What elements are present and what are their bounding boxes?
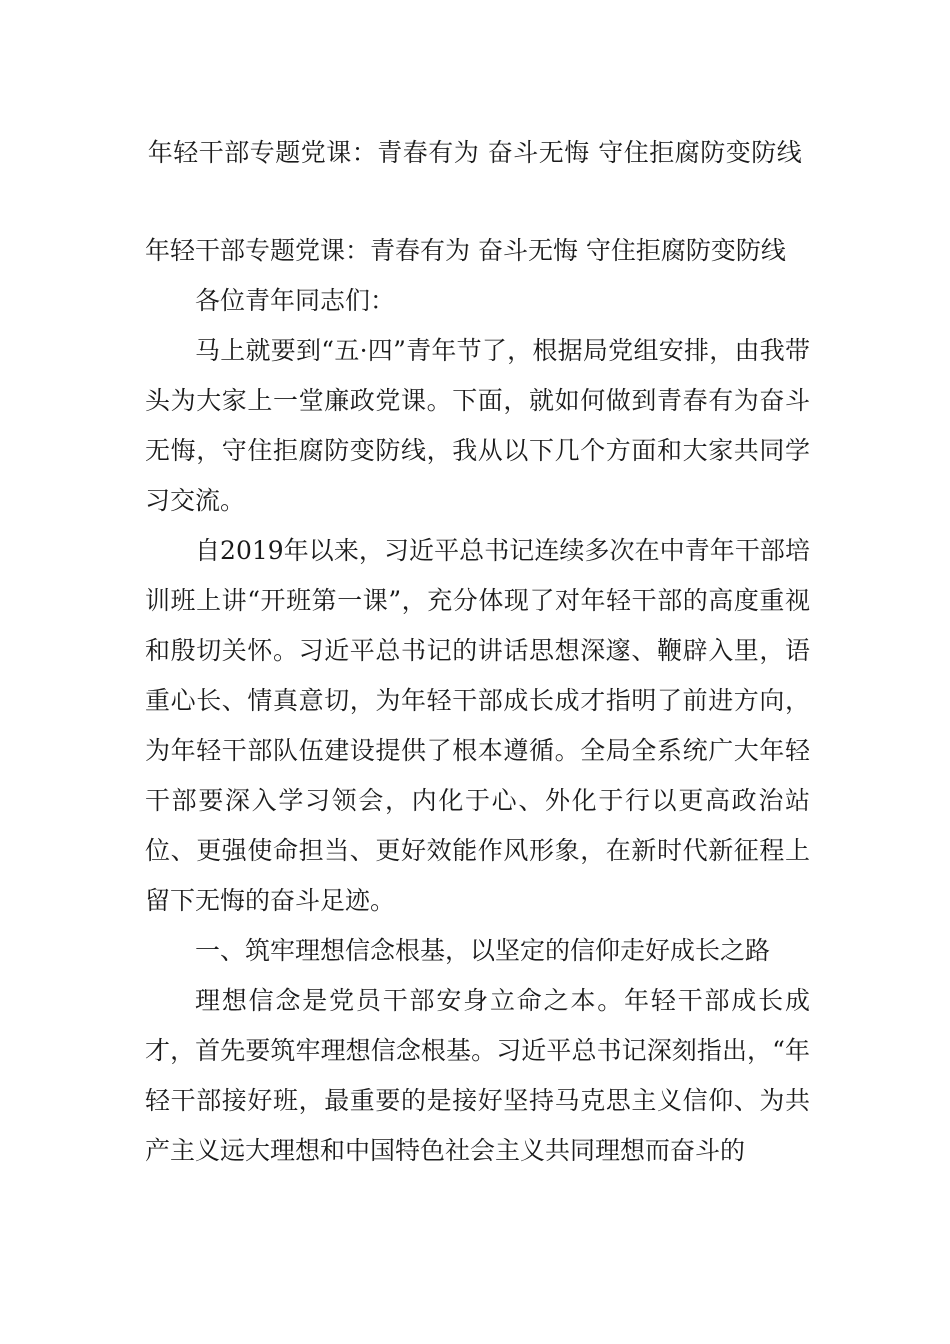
paragraph-section-1: 理想信念是党员干部安身立命之本。年轻干部成长成才，首先要筑牢理想信念根基。习近平总书记深刻指出，“年轻干部接好班，最重要的是接好坚持马克思主义信仰、为共产主义远大理想和中国特色社会主义共同理想而奋斗的 xyxy=(145,986,810,1165)
paragraph-intro: 马上就要到“五·四”青年节了，根据局党组安排，由我带头为大家上一堂廉政党课。下面，就如何做到青春有为奋斗无悔，守住拒腐防变防线，我从以下几个方面和大家共同学习交流。 xyxy=(145,336,810,515)
paragraph-background: 自2019年以来，习近平总书记连续多次在中青年干部培训班上讲“开班第一课”，充分体现了对年轻干部的高度重视和殷切关怀。习近平总书记的讲话思想深邃、鞭辟入里，语重心长、情真意切，为年轻干部成长成才指明了前进方向，为年轻干部队伍建设提供了根本遵循。全局全系统广大年轻干部要深入学习领会，内化于心、外化于行以更高政治站位、更强使命担当、更好效能作风形象，在新时代新征程上留下无悔的奋斗足迹。 xyxy=(145,536,810,915)
paragraph-salutation: 各位青年同志们： xyxy=(195,286,396,315)
section-heading-1: 一、筑牢理想信念根基，以坚定的信仰走好成长之路 xyxy=(195,936,771,965)
document-title: 年轻干部专题党课：青春有为 奋斗无悔 守住拒腐防变防线 xyxy=(147,138,803,167)
paragraph-repeated-title: 年轻干部专题党课：青春有为 奋斗无悔 守住拒腐防变防线 xyxy=(145,236,786,265)
document-body xyxy=(145,226,810,1176)
